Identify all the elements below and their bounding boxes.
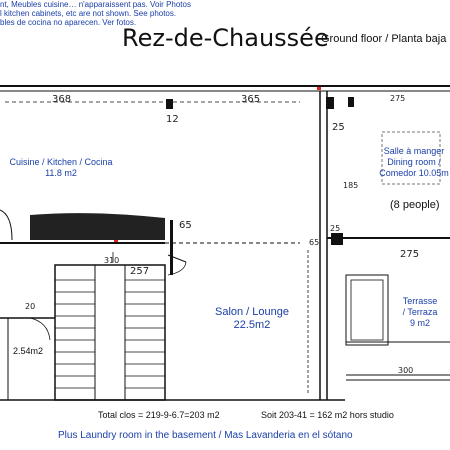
terrace-sofa-inner xyxy=(351,280,383,340)
dim-365: 365 xyxy=(241,94,261,105)
dim-65: 65 xyxy=(179,220,192,231)
salon-name: Salon / Lounge xyxy=(214,306,289,318)
salon-area: 22.5m2 xyxy=(233,319,271,331)
stair-block xyxy=(55,265,165,400)
dim-257: 257 xyxy=(130,266,150,277)
dining-name-en: Dining room / xyxy=(387,157,441,167)
total-line-2: Soit 203-41 = 162 m2 hors studio xyxy=(261,410,394,420)
dining-label xyxy=(376,146,450,179)
dim-65b: 65 xyxy=(309,238,320,247)
wall-stub xyxy=(170,220,173,275)
dining-name-es: Comedor 10.05m xyxy=(379,168,449,178)
kitchen-name: Cuisine / Kitchen / Cocina xyxy=(9,157,113,167)
dim-20: 20 xyxy=(25,302,36,311)
terrace-name-1: Terrasse xyxy=(402,296,438,306)
terrace-area: 9 m2 xyxy=(409,318,430,328)
pillar xyxy=(348,97,354,107)
stair-steps xyxy=(55,280,165,388)
terrace-name-2: / Terraza xyxy=(402,307,438,317)
pillar xyxy=(331,233,343,245)
dining-capacity: (8 people) xyxy=(390,199,440,211)
terrace-label xyxy=(396,296,444,329)
kitchen-door-arc xyxy=(0,210,12,240)
red-mark xyxy=(317,87,321,90)
page-subtitle: Ground floor / Planta baja xyxy=(321,33,447,45)
kitchen-label xyxy=(6,157,116,179)
small-room-area: 2.54m2 xyxy=(13,346,44,356)
note-line-2: l kitchen cabinets, etc are not shown. See photos. xyxy=(0,9,177,18)
dim-368: 368 xyxy=(52,94,72,105)
note-line-1: nt, Meubles cuisine… n'apparaissent pas. Voir Photos xyxy=(0,0,191,9)
kitchen-area: 11.8 m2 xyxy=(45,168,77,178)
page-title: Rez-de-Chaussée xyxy=(122,24,329,52)
dim-25-top: 25 xyxy=(332,122,345,133)
total-line-1: Total clos = 219-9-6.7=203 m2 xyxy=(98,410,220,420)
dim-25-mid: 25 xyxy=(330,224,341,233)
dining-name-fr: Salle à manger xyxy=(383,146,445,156)
salon-label xyxy=(208,306,296,332)
dim-12: 12 xyxy=(166,114,179,125)
dim-275-top: 275 xyxy=(390,94,406,103)
dim-310: 310 xyxy=(104,256,120,265)
note-line-3: bles de cocina no aparecen. Ver fotos. xyxy=(0,18,137,27)
footer-note: Plus Laundry room in the basement / Mas Lavanderia en el sótano xyxy=(58,430,353,441)
dim-300: 300 xyxy=(398,366,414,375)
terrace-sofa xyxy=(346,275,388,345)
dim-275-mid: 275 xyxy=(400,249,420,260)
pillar xyxy=(326,97,334,109)
kitchen-counter xyxy=(30,213,165,240)
dim-185: 185 xyxy=(343,181,359,190)
pillar xyxy=(166,99,173,109)
small-door-arc xyxy=(30,318,50,340)
